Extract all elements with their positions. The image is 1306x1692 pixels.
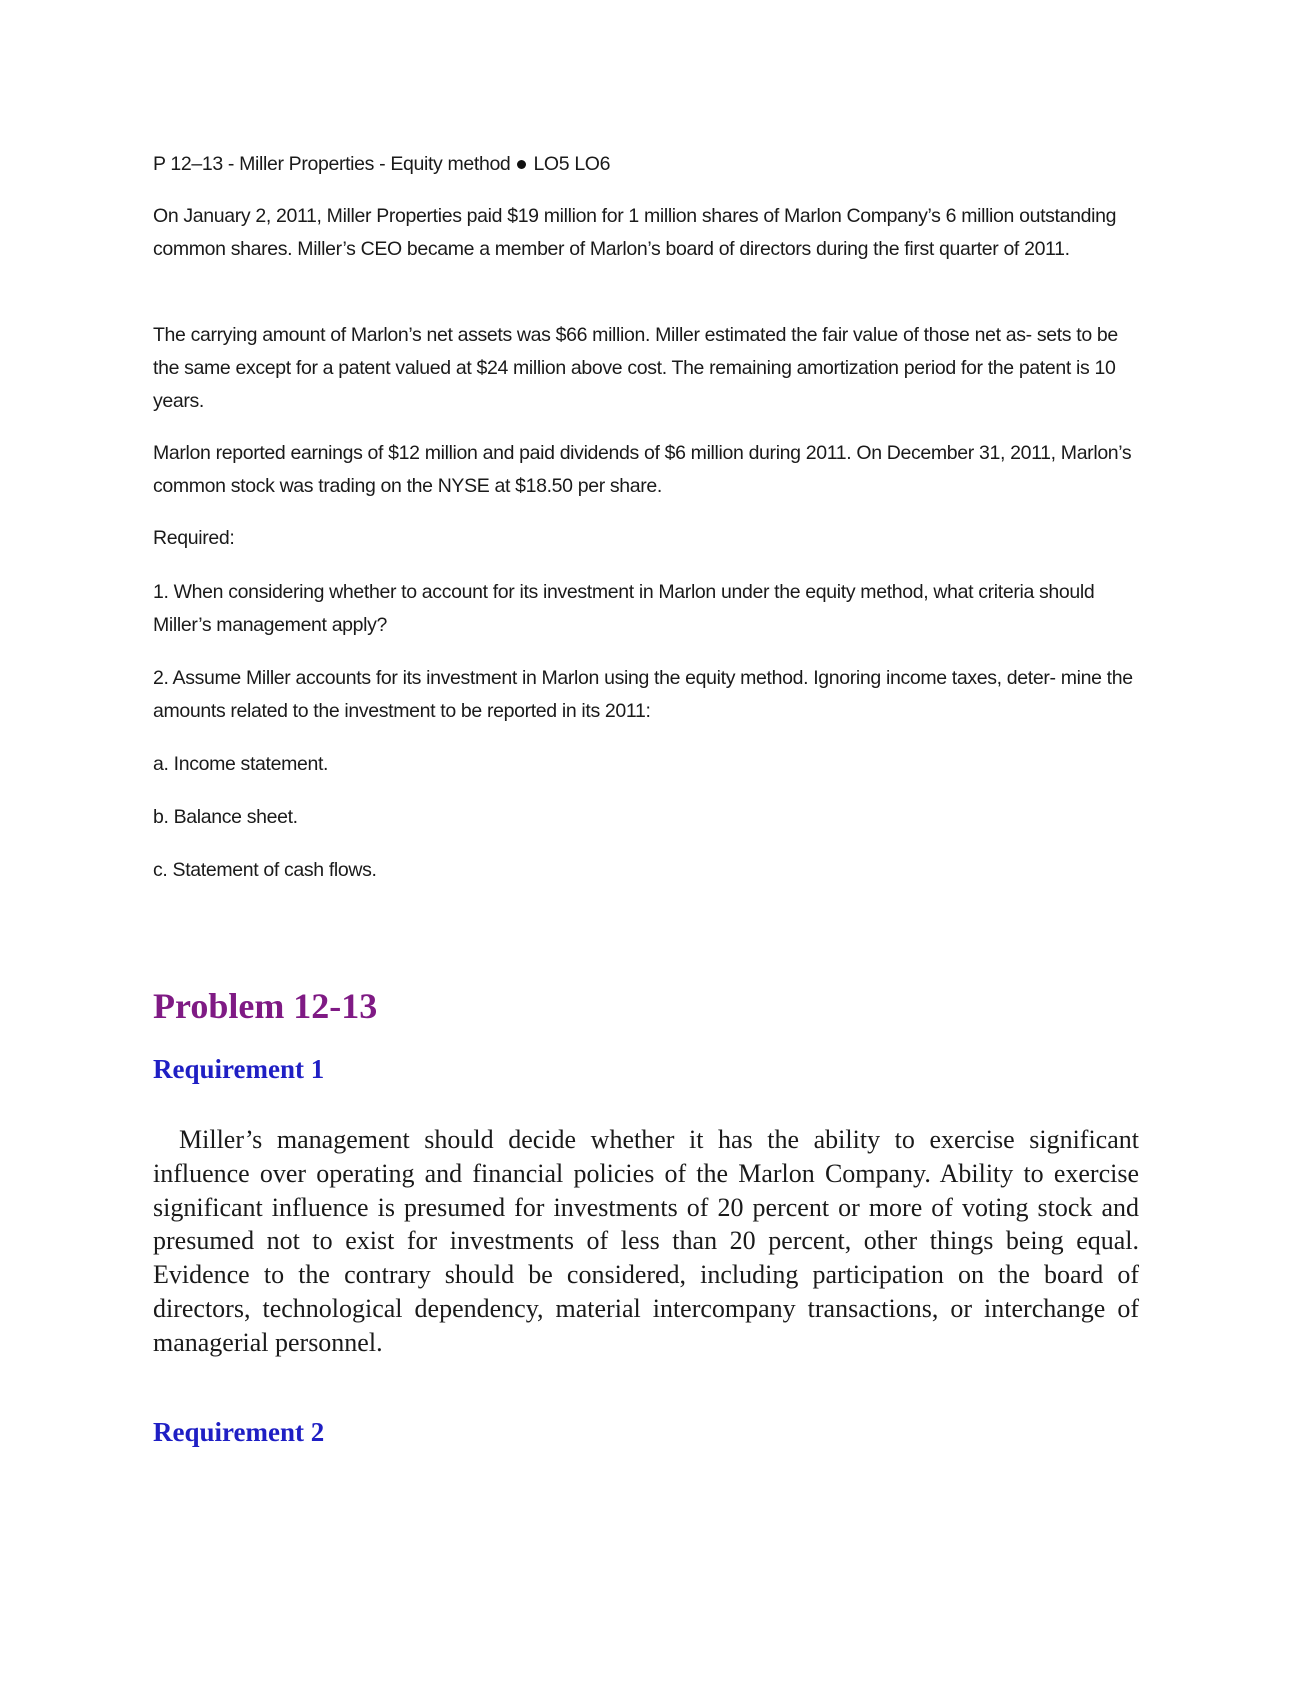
learning-objectives: LO5 LO6: [533, 153, 611, 175]
paragraph-earnings: Marlon reported earnings of $12 million and paid dividends of $6 million during 2011. On December 31, 2011, Marlon’s common stock was trading on the NYSE at $18.50 per share.: [153, 442, 1132, 497]
problem-header: [153, 148, 1143, 181]
required-label: Required:: [153, 527, 235, 549]
bullet-icon: [517, 160, 526, 169]
paragraph-net-assets: The carrying amount of Marlon’s net assets was $66 million. Miller estimated the fair value of those net as- sets to be the same except for a patent valued at $24 million above cost. The remaining amortization period for the patent is 10 years.: [153, 324, 1118, 412]
question-2b: b. Balance sheet.: [153, 806, 298, 828]
requirement-2-title: Requirement 2: [153, 1417, 325, 1447]
question-1: 1. When considering whether to account for its investment in Marlon under the equity method, what criteria should Miller’s management apply?: [153, 581, 1095, 636]
requirement-1-title: Requirement 1: [153, 1054, 325, 1084]
question-2: 2. Assume Miller accounts for its investment in Marlon using the equity method. Ignoring income taxes, deter- mine the amounts related to the investment to be reported in its 2011:: [153, 667, 1133, 722]
question-2c: c. Statement of cash flows.: [153, 859, 377, 881]
problem-title: Problem 12-13: [153, 986, 378, 1026]
requirement-1-answer: Miller’s management should decide whether it has the ability to exercise significant influence over operating and financial policies of the Marlon Company. Ability to exercise significant influence is presumed for investments of 20 percent or more of voting stock and presumed not to exist for investments of less than 20 percent, other things being equal. Evidence to the contrary should be considered, including participation on the board of directors, technological dependency, material intercompany transactions, or interchange of managerial personnel.: [153, 1125, 1139, 1357]
problem-code: P 12–13 - Miller Properties - Equity method: [153, 153, 511, 175]
question-2a: a. Income statement.: [153, 753, 329, 775]
paragraph-investment: On January 2, 2011, Miller Properties paid $19 million for 1 million shares of Marlon Company’s 6 million outstanding common shares. Miller’s CEO became a member of Marlon’s board of directors during the first quarter of 2011.: [153, 205, 1117, 260]
